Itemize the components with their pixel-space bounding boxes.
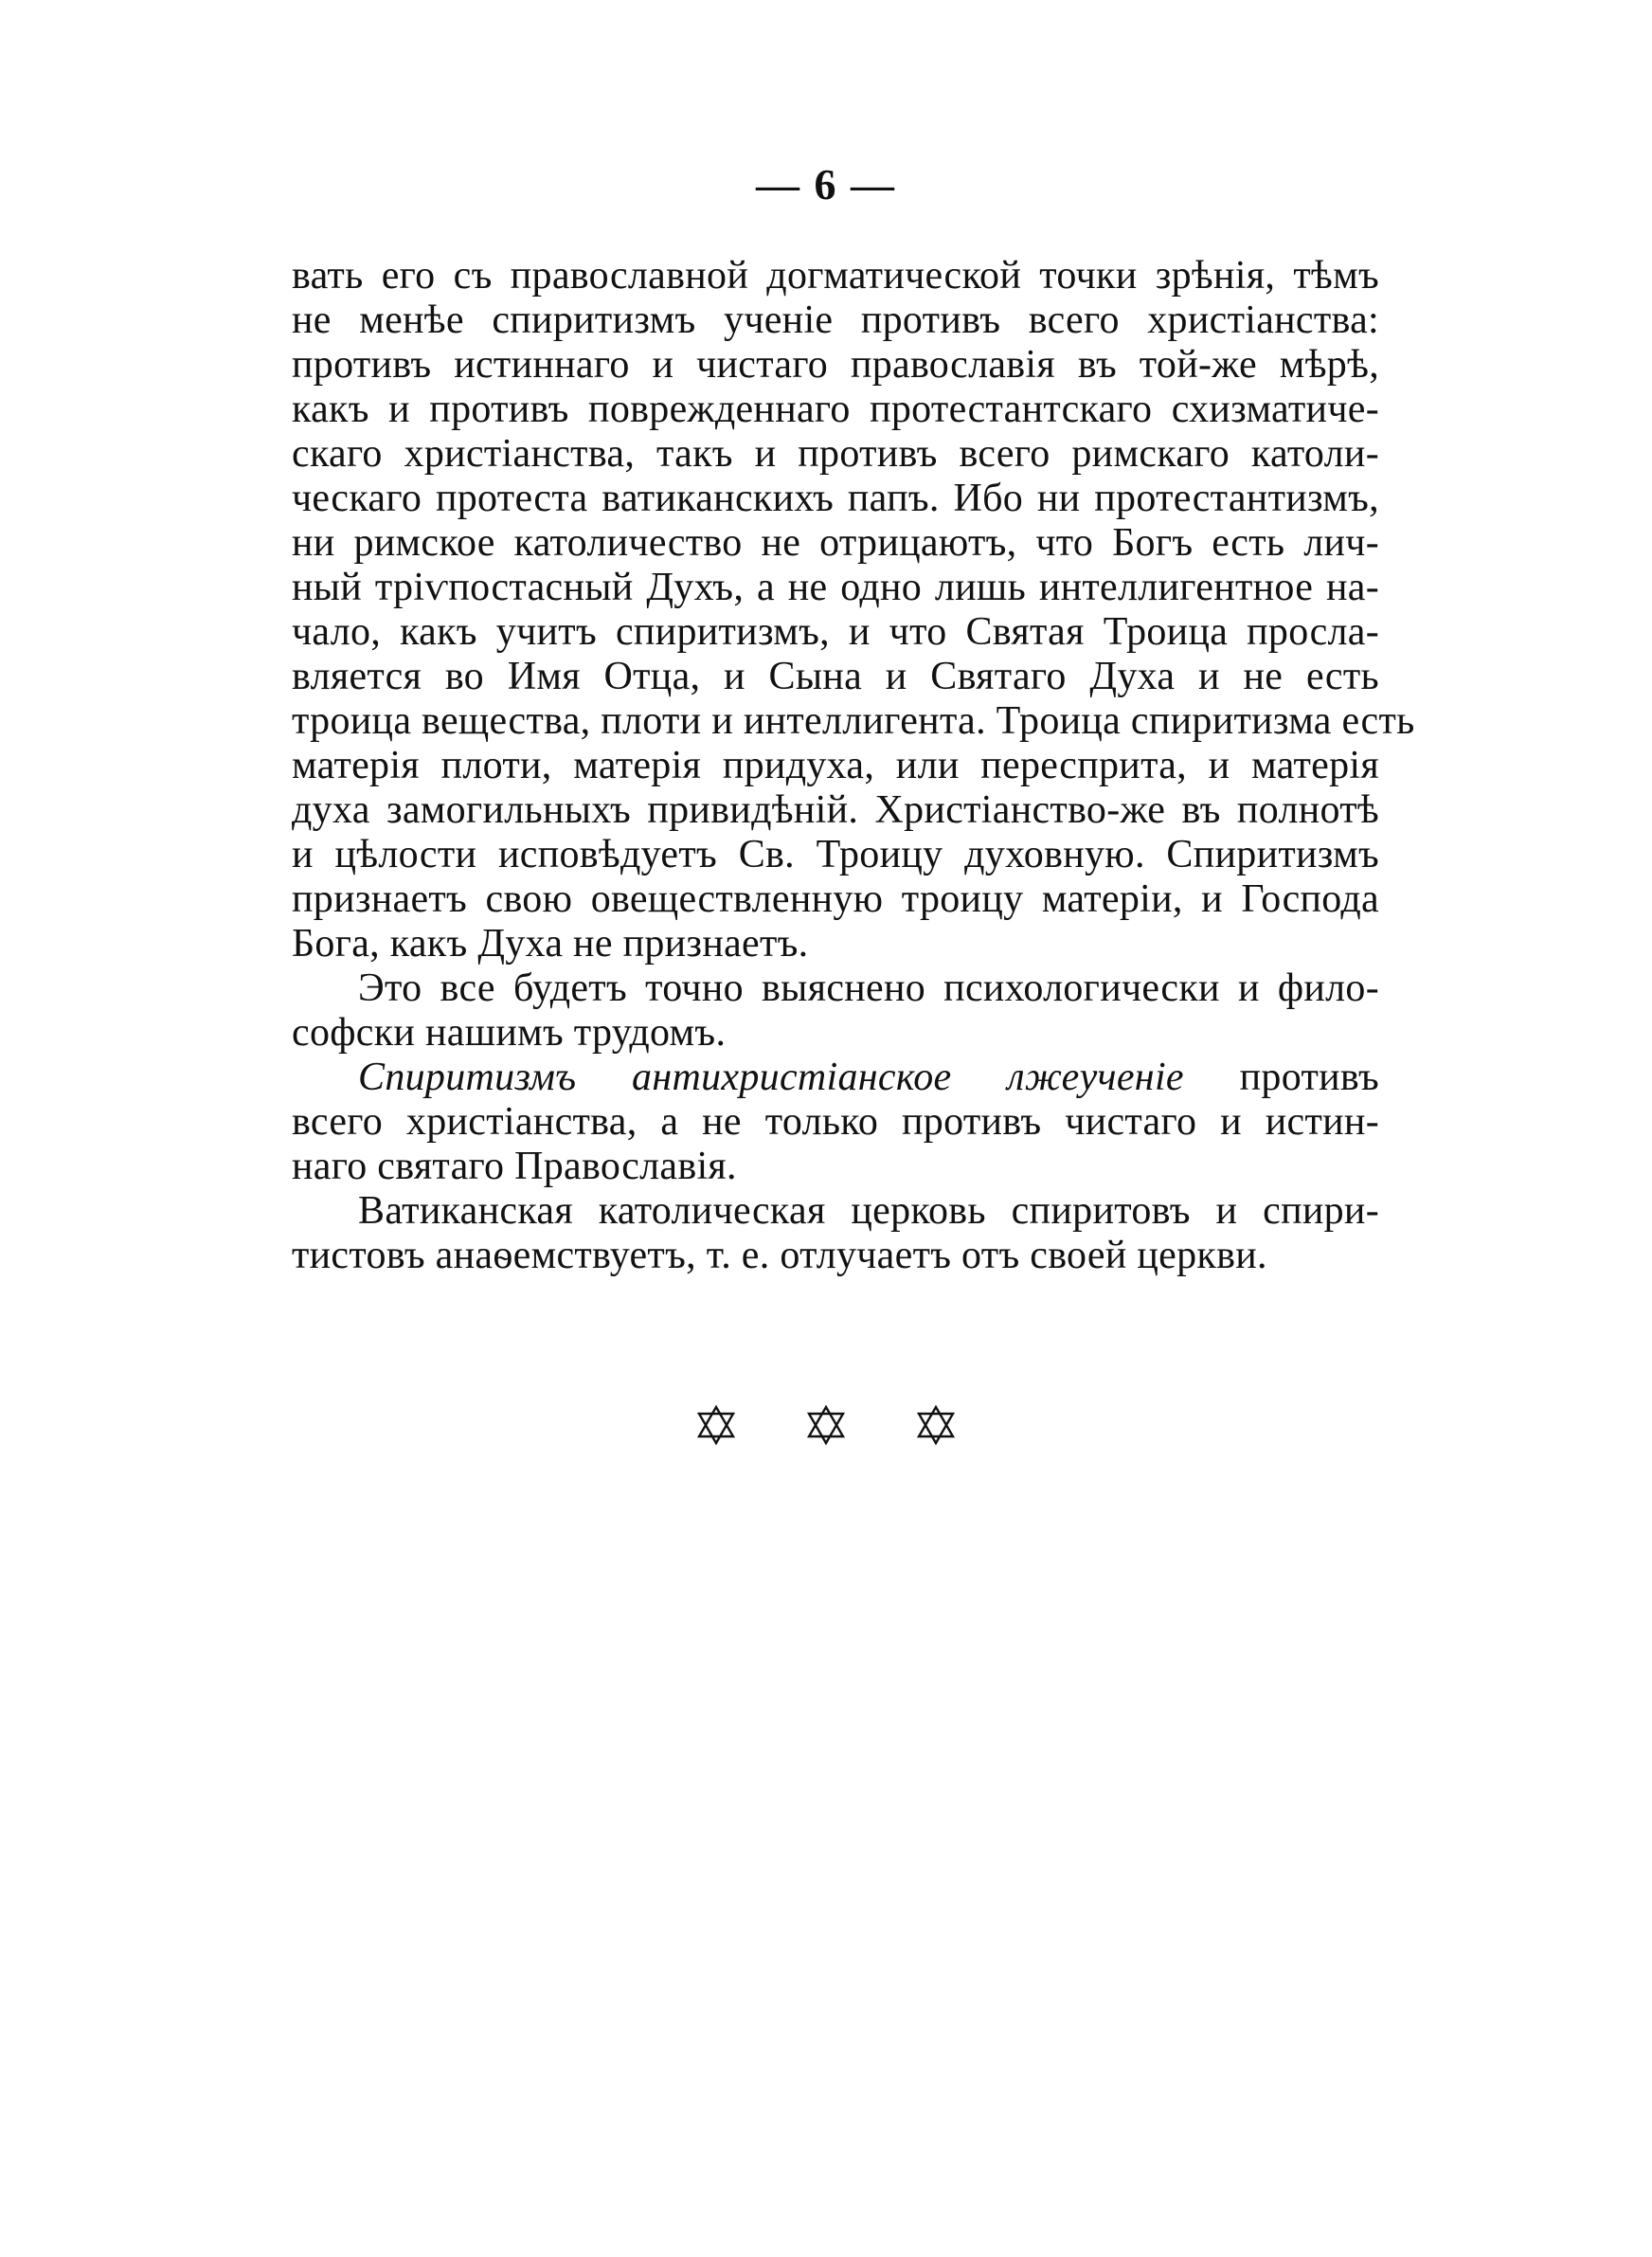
text-line: троица вещества, плоти и интеллигента. Троица спиритизма есть bbox=[292, 699, 1415, 743]
star-of-david-icon bbox=[915, 1404, 957, 1446]
text-line: вать его съ православной догматической точки зрѣнія, тѣмъ bbox=[292, 254, 1379, 298]
ornament-row bbox=[0, 1404, 1652, 1446]
text-line: признаетъ свою овеществленную троицу матеріи, и Господа bbox=[292, 877, 1379, 921]
text-line: вляется во Имя Отца, и Сына и Святаго Духа и не есть bbox=[292, 655, 1379, 698]
text-line: наго святаго Православія. bbox=[292, 1145, 737, 1188]
text-line: скаго христіанства, такъ и противъ всего римскаго католи- bbox=[292, 432, 1379, 476]
page-number: — 6 — bbox=[756, 160, 896, 208]
text-line: духа замогильныхъ привидѣній. Христіанство-же въ полнотѣ bbox=[292, 788, 1379, 832]
star-of-david-icon bbox=[695, 1404, 737, 1446]
text-line: противъ истиннаго и чистаго православія въ той-же мѣрѣ, bbox=[292, 343, 1379, 387]
text-line: тистовъ анаѳемствуетъ, т. е. отлучаетъ отъ своей церкви. bbox=[292, 1234, 1267, 1277]
text-line: всего христіанства, а не только противъ чистаго и истин- bbox=[292, 1100, 1379, 1144]
star-of-david-icon bbox=[805, 1404, 847, 1446]
text-line: и цѣлости исповѣдуетъ Св. Троицу духовную. Спиритизмъ bbox=[292, 833, 1379, 876]
text-line: чало, какъ учитъ спиритизмъ, и что Святая Троица просла- bbox=[292, 610, 1379, 654]
text-line: матерія плоти, матерія придуха, или пересприта, и матерія bbox=[292, 744, 1379, 787]
text-line-emphasis bbox=[292, 1056, 1379, 1100]
body-text bbox=[292, 254, 1415, 1278]
text-line: не менѣе спиритизмъ ученіе противъ всего христіанства: bbox=[292, 298, 1379, 342]
text-line: ни римское католичество не отрицаютъ, что Богъ есть лич- bbox=[292, 521, 1379, 565]
text-line-tail: противъ bbox=[1239, 1056, 1379, 1099]
italic-phrase: Спиритизмъ антихристіанское лжеученіе bbox=[358, 1056, 1184, 1099]
text-line: ческаго протеста ватиканскихъ папъ. Ибо ни протестантизмъ, bbox=[292, 477, 1379, 520]
text-line: софски нашимъ трудомъ. bbox=[292, 1011, 727, 1055]
text-line: Ватиканская католическая церковь спиритовъ и спири- bbox=[358, 1189, 1379, 1233]
text-line: ный тріѵпостасный Духъ, а не одно лишь интеллигентное на- bbox=[292, 566, 1379, 609]
text-line: какъ и противъ поврежденнаго протестантскаго схизматиче- bbox=[292, 388, 1379, 431]
text-line: Бога, какъ Духа не признаетъ. bbox=[292, 922, 809, 966]
text-line: Это все будетъ точно выяснено психологически и фило- bbox=[358, 966, 1379, 1010]
